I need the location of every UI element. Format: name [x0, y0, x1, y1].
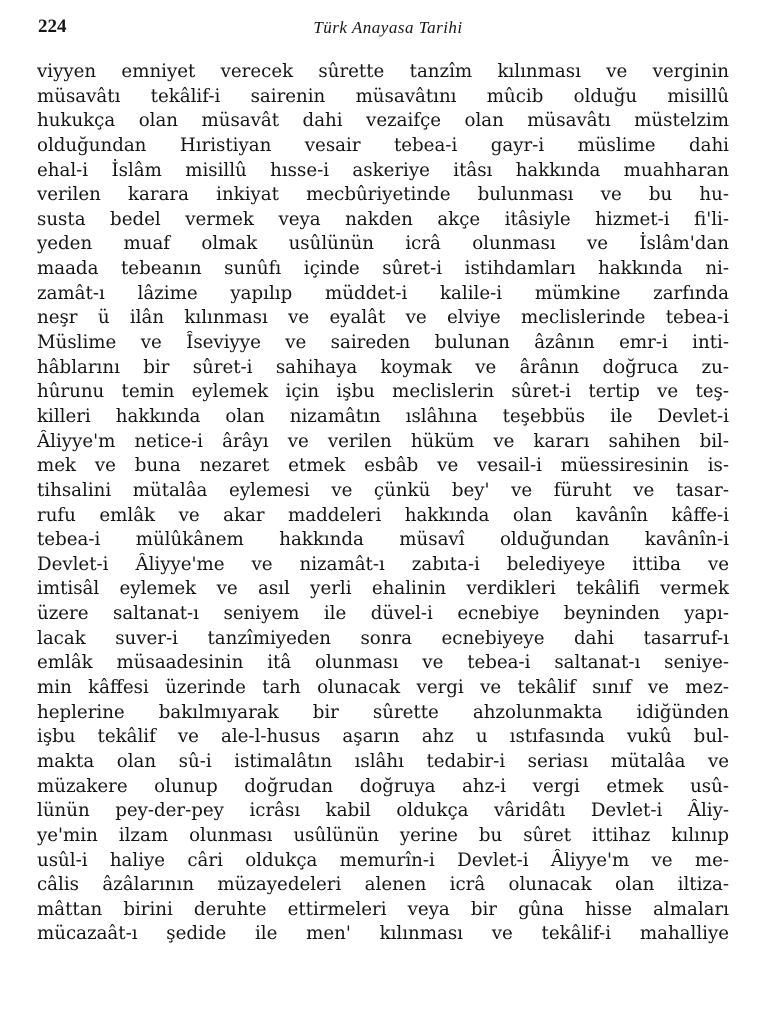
text-line: emlâk müsaadesinin itâ olunması ve tebea-i saltanat-ı seniye-	[37, 652, 729, 674]
text-line: müsavâtı tekâlif-i sairenin müsavâtını mûcib olduğu misillû	[37, 85, 729, 107]
body-text	[37, 60, 729, 947]
text-line: Müslime ve Îseviyye ve saireden bulunan âzânın emr-i inti-	[37, 332, 729, 354]
text-line: câlis âzâlarının müzayedeleri alenen icrâ olunacak olan iltiza-	[37, 874, 729, 896]
text-line: lacak suver-i tanzîmiyeden sonra ecnebiyeye dahi tasarruf-ı	[37, 627, 729, 649]
text-line: zamât-ı lâzime yapılıp müddet-i kalile-i mümkine zarfında	[37, 282, 729, 304]
text-line: makta olan sû-i istimalâtın ıslâhı tedabir-i seriası mütalâa ve	[37, 750, 729, 772]
text-line: mücazaât-ı şedide ile men' kılınması ve tekâlif-i mahalliye	[37, 923, 729, 945]
text-line: mek ve buna nezaret etmek esbâb ve vesail-i müessiresinin is-	[37, 455, 729, 477]
text-line: usûl-i haliye câri oldukça memurîn-i Devlet-i Âliyye'm ve me-	[37, 849, 729, 871]
text-line: maada tebeanın sunûfı içinde sûret-i istihdamları hakkında ni-	[37, 258, 729, 280]
text-line: hûrunu temin eylemek için işbu meclislerin sûret-i tertip ve teş-	[37, 381, 729, 403]
text-line: tebea-i mülûkânem hakkında müsavî olduğundan kavânîn-i	[37, 529, 729, 551]
text-line: susta bedel vermek veya nakden akçe itâsiyle hizmet-i fi'li-	[37, 208, 729, 230]
text-line: olduğundan Hıristiyan vesair tebea-i gayr-i müslime dahi	[37, 134, 729, 156]
text-line: viyyen emniyet verecek sûrette tanzîm kılınması ve verginin	[37, 61, 729, 82]
text-line: müzakere olunup doğrudan doğruya ahz-i vergi etmek usû-	[37, 775, 729, 797]
text-line: rufu emlâk ve akar maddeleri hakkında olan kavânîn kâffe-i	[37, 504, 729, 526]
running-title: Türk Anayasa Tarihi	[313, 18, 463, 37]
text-line: üzere saltanat-ı seniyem ile düvel-i ecnebiye beyninden yapı-	[37, 603, 729, 625]
text-line: heplerine bakılmıyarak bir sûrette ahzolunmakta idiğünden	[37, 701, 729, 723]
text-line: tihsalini mütalâa eylemesi ve çünkü bey' ve füruht ve tasar-	[37, 479, 729, 501]
text-line: min kâffesi üzerinde tarh olunacak vergi ve tekâlif sınıf ve mez-	[37, 677, 729, 699]
text-line: lünün pey-der-pey icrâsı kabil oldukça vâridâtı Devlet-i Âliy-	[37, 800, 729, 822]
text-line: Devlet-i Âliyye'me ve nizamât-ı zabıta-i belediyeye ittiba ve	[37, 553, 729, 575]
text-line: mâttan birini deruhte ettirmeleri veya bir gûna hisse almaları	[37, 898, 729, 920]
running-head	[38, 10, 728, 38]
text-line: verilen karara inkiyat mecbûriyetinde bulunması ve bu hu-	[37, 184, 729, 206]
text-line: neşr ü ilân kılınması ve eyalât ve elviye meclislerinde tebea-i	[37, 307, 729, 329]
text-line: killeri hakkında olan nizamâtın ıslâhına teşebbüs ile Devlet-i	[37, 405, 729, 427]
text-line: imtisâl eylemek ve asıl yerli ehalinin verdikleri tekâlifi vermek	[37, 578, 729, 600]
text-line: ehal-i İslâm misillû hısse-i askeriye itâsı hakkında muahharan	[37, 159, 729, 181]
text-line: hâblarını bir sûret-i sahihaya koymak ve ârânın doğruca zu-	[37, 356, 729, 378]
text-line: işbu tekâlif ve ale-l-husus aşarın ahz u ıstıfasında vukû bul-	[37, 726, 729, 748]
text-line: yeden muaf olmak usûlünün icrâ olunması ve İslâm'dan	[37, 233, 729, 255]
text-line: Âliyye'm netice-i ârâyı ve verilen hüküm ve kararı sahihen bil-	[37, 430, 729, 452]
page-number: 224	[38, 16, 67, 37]
text-line: ye'min ilzam olunması usûlünün yerine bu sûret ittihaz kılınıp	[37, 824, 729, 846]
text-line: hukukça olan müsavât dahi vezaifçe olan müsavâtı müstelzim	[37, 110, 729, 132]
